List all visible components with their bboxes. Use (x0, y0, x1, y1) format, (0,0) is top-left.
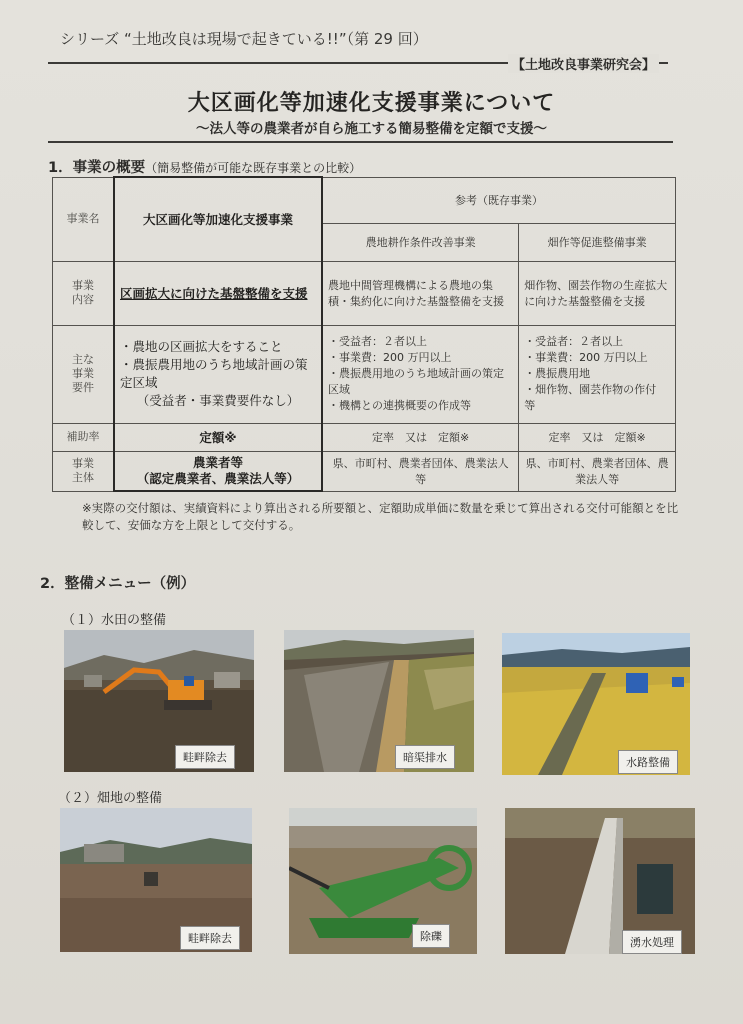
ref2-req-item: ・事業費：200 万円以上 (524, 351, 648, 365)
ref2-requirements (519, 325, 676, 423)
ref1-requirements (322, 325, 519, 423)
ref2-req-item: ・畑作物、園芸作物の作付 等 (524, 382, 668, 412)
caption-paddy-canal: 水路整備 (618, 750, 678, 774)
caption-paddy-drainage: 暗渠排水 (395, 745, 455, 769)
ref2-rate: 定率 又は 定額※ (519, 423, 676, 451)
reference-header: 参考（既存事業） (322, 177, 676, 223)
section1-heading-text: 1．事業の概要 (48, 160, 146, 176)
section2-heading: 2．整備メニュー（例） (40, 576, 196, 592)
row-header-rate: 補助率 (53, 423, 115, 451)
page-title: 大区画化等加速化支援事業について (187, 91, 556, 116)
main-requirements (114, 325, 322, 423)
caption-upland-levee-removal: 畦畔除去 (180, 926, 240, 950)
series-title: シリーズ “土地改良は現場で起きている!!”（第 29 回） (60, 30, 428, 48)
organization-label: 【土地改良事業研究会】 (508, 54, 659, 73)
row-header-requirements: 主な 事業 要件 (53, 325, 115, 423)
ref1-content: 農地中間管理機構による農地の集積・集約化に向けた基盤整備を支援 (322, 261, 519, 325)
upland-heading: （２）畑地の整備 (58, 791, 163, 806)
row-header-entity: 事業 主体 (53, 451, 115, 491)
ref1-entity: 県、市町村、農業者団体、農業法人等 (322, 451, 519, 491)
ref2-entity: 県、市町村、農業者団体、農業法人等 (519, 451, 676, 491)
ref1-req-item: ・機構との連携概要の作成等 (328, 398, 471, 412)
footnote: ※実際の交付額は、実績資料により算出される所要額と、定額助成単価に数量を乗じて算出される交付可能額とを比較して、安価な方を上限として交付する。 (82, 501, 679, 532)
section1-heading (48, 156, 361, 177)
section1-heading-note: （簡易整備が可能な既存事業との比較） (145, 161, 362, 175)
main-req-item: ・農地の区画拡大をすること (120, 338, 283, 354)
ref1-req-item: ・受益者：２者以上 (328, 335, 427, 349)
main-rate: 定額※ (114, 423, 322, 451)
title-rule (48, 141, 673, 143)
caption-paddy-levee-removal: 畦畔除去 (175, 745, 235, 769)
row-header-name: 事業名 (53, 177, 115, 261)
paddy-heading: （１）水田の整備 (62, 613, 167, 628)
ref1-req-item: ・農振農用地のうち地域計画の策定区域 (328, 367, 504, 396)
main-program-name: 大区画化等加速化支援事業 (114, 177, 322, 261)
main-req-item: ・農振農用地のうち地域計画の策定区域 (120, 356, 308, 390)
row-header-content: 事業 内容 (53, 261, 115, 325)
ref1-name: 農地耕作条件改善事業 (322, 223, 519, 261)
ref2-req-item: ・受益者：２者以上 (524, 335, 624, 349)
ref2-req-item: ・農振農用地 (524, 367, 591, 381)
overview-table (52, 176, 676, 492)
ref1-req-item: ・事業費：200 万円以上 (328, 351, 452, 365)
ref2-content: 畑作物、園芸作物の生産拡大に向けた基盤整備を支援 (519, 261, 676, 325)
ref2-name: 畑作等促進整備事業 (519, 223, 676, 261)
caption-upland-stone-removal: 除礫 (412, 924, 450, 948)
page-subtitle: 〜法人等の農業者が自ら施工する簡易整備を定額で支援〜 (196, 121, 547, 137)
main-entity: 農業者等 （認定農業者、農業法人等） (114, 451, 322, 491)
main-req-note: （受益者・事業費要件なし） (136, 393, 300, 409)
ref1-rate: 定率 又は 定額※ (322, 423, 519, 451)
caption-upland-spring-water: 湧水処理 (622, 930, 682, 954)
main-content: 区画拡大に向けた基盤整備を支援 (114, 261, 322, 325)
